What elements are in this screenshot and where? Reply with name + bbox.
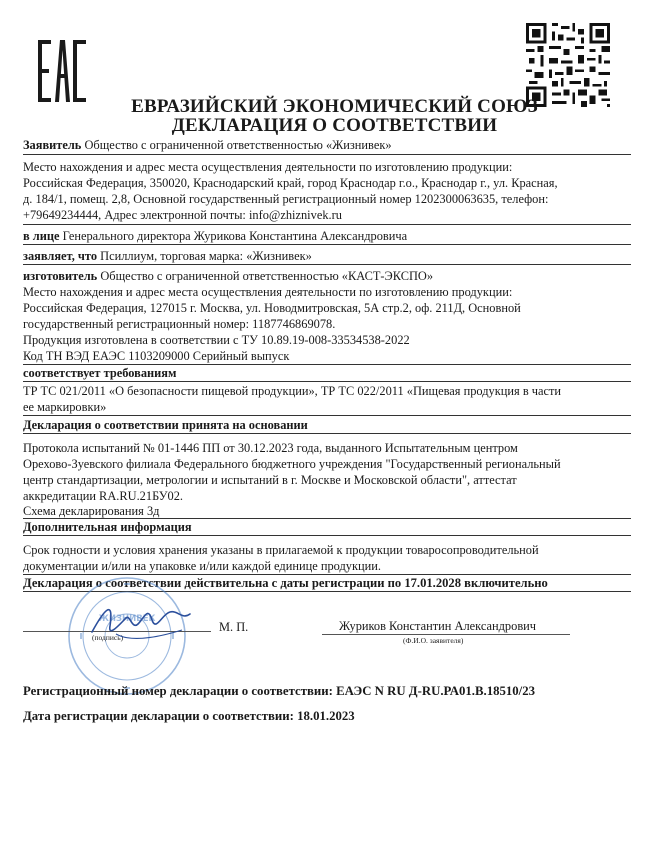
applicant-address-line: +79649234444, Адрес электронной почты: info@zhiznivek.ru (23, 208, 342, 222)
qr-code (526, 23, 610, 107)
basis-line: Протокола испытаний № 01-1446 ПП от 30.12.2023 года, выданного Испытательным центром (23, 441, 518, 455)
applicant-name: Журиков Константин Александрович (339, 619, 537, 633)
eac-logo (38, 40, 86, 102)
divider (23, 224, 631, 225)
validity-line: Декларация о соответствии действительна с даты регистрации по 17.01.2028 включительно (23, 576, 548, 590)
manufacturer-row (23, 269, 433, 283)
divider (23, 415, 631, 416)
additional-line: Срок годности и условия хранения указаны в прилагаемой к продукции товаросопроводительной (23, 543, 539, 557)
union-title: ЕВРАЗИЙСКИЙ ЭКОНОМИЧЕСКИЙ СОЮЗ (131, 96, 538, 117)
manufacturer-line: Код ТН ВЭД ЕАЭС 1103209000 Серийный выпуск (23, 349, 290, 363)
basis-line: центр стандартизации, метрологии и испытаний в г. Москве и Московской области", аттестат (23, 473, 517, 487)
applicant-label: Заявитель (23, 138, 82, 152)
declares-label: заявляет, что (23, 249, 98, 263)
divider (23, 518, 631, 519)
basis-line: аккредитации RA.RU.21БУ02. (23, 489, 184, 503)
manufacturer-line: государственный регистрационный номер: 1187746869078. (23, 317, 336, 331)
requirements-label: соответствует требованиям (23, 366, 177, 380)
additional-line: документации и/или на упаковке и/или каждой единице продукции. (23, 559, 381, 573)
name-caption: (Ф.И.О. заявителя) (403, 636, 464, 645)
declares-value: Псиллиум, торговая марка: «Жизнивек» (100, 249, 312, 263)
represented-value: Генерального директора Журикова Константина Александровича (62, 229, 408, 243)
basis-label: Декларация о соответствии принята на основании (23, 418, 308, 432)
divider (23, 154, 631, 155)
manufacturer-value: Общество с ограниченной ответственностью «КАСТ-ЭКСПО» (100, 269, 434, 283)
divider (23, 264, 631, 265)
mp-label: М. П. (219, 620, 249, 634)
manufacturer-line: Место нахождения и адрес места осуществления деятельности по изготовлению продукции: (23, 285, 513, 299)
registration-date: Дата регистрации декларации о соответствии: 18.01.2023 (23, 709, 355, 723)
divider (23, 535, 631, 536)
manufacturer-label: изготовитель (23, 269, 98, 283)
declares-row (23, 249, 312, 263)
applicant-address-line: Российская Федерация, 350020, Краснодарский край, город Краснодар г.о., Краснодар г., ул. Красная, (23, 176, 558, 190)
applicant-row (23, 138, 392, 152)
svg-text:ЖИЗНИВЕК: ЖИЗНИВЕК (98, 614, 156, 624)
manufacturer-line: Российская Федерация, 127015 г. Москва, ул. Новодмитровская, 5А стр.2, оф. 211Д, Основной (23, 301, 521, 315)
applicant-address-line: д. 184/1, помещ. 2,8, Основной государственный регистрационный номер 1202300063635, телефон: (23, 192, 549, 206)
applicant-address-line: Место нахождения и адрес места осуществления деятельности по изготовлению продукции: (23, 160, 513, 174)
additional-label: Дополнительная информация (23, 520, 192, 534)
divider (23, 381, 631, 382)
applicant-value: Общество с ограниченной ответственностью «Жизнивек» (84, 138, 392, 152)
basis-line: Орехово-Зуевского филиала Федерального бюджетного учреждения "Государственный региональный (23, 457, 561, 471)
signature-caption: (подпись) (92, 633, 124, 642)
divider (23, 244, 631, 245)
declaration-title: ДЕКЛАРАЦИЯ О СООТВЕТСТВИИ (171, 115, 498, 136)
name-line (322, 634, 570, 635)
requirements-line: ТР ТС 021/2011 «О безопасности пищевой продукции», ТР ТС 022/2011 «Пищевая продукция в части (23, 384, 562, 398)
registration-number: Регистрационный номер декларации о соответствии: ЕАЭС N RU Д-RU.РА01.В.18510/23 (23, 684, 536, 698)
scheme-line: Схема декларирования 3д (23, 504, 160, 518)
represented-row (23, 229, 407, 243)
divider (23, 433, 631, 434)
manufacturer-line: Продукция изготовлена в соответствии с ТУ 10.89.19-008-33534538-2022 (23, 333, 410, 347)
divider (23, 364, 631, 365)
represented-label: в лице (23, 229, 60, 243)
signature (86, 590, 196, 650)
requirements-line: ее маркировки» (23, 400, 107, 414)
